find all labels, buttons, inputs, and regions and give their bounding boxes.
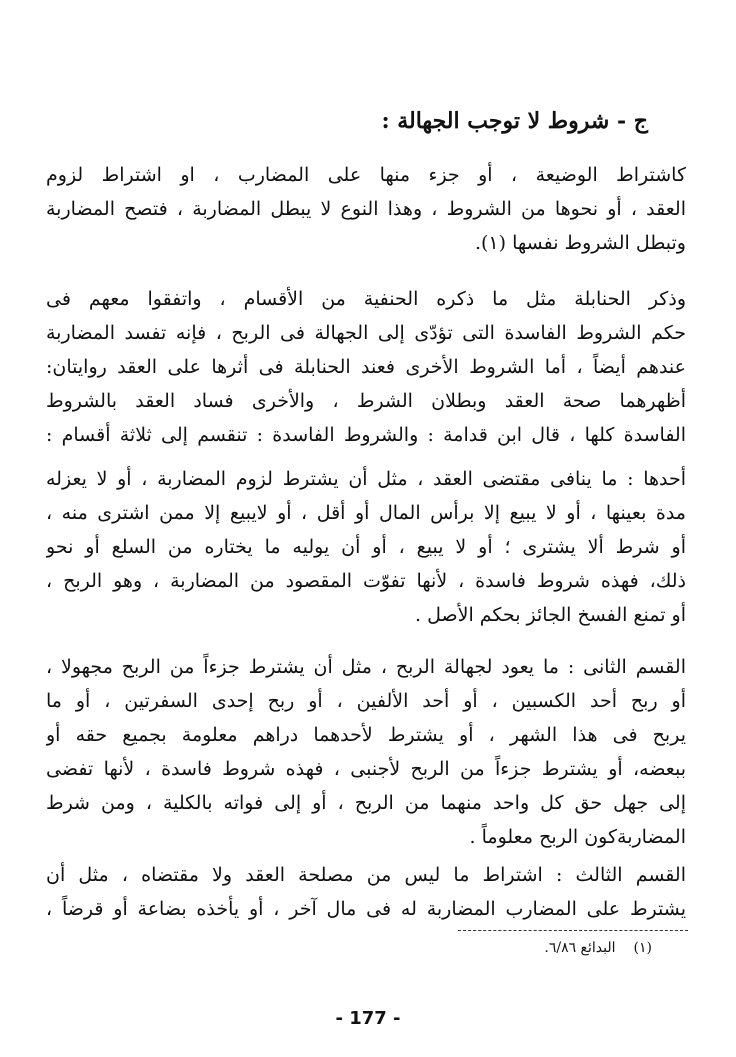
text-line: أو ربح أحد الكسبين ، أو أحد الألفين ، أو ربح إحدى السفرتين ، أو ما [46,690,686,712]
paragraph-conditions-not-causing-ignorance [46,158,686,260]
footnote [544,940,652,956]
footnote-number: (١) [633,940,652,956]
text-line: القسم الثانى : ما يعود لجهالة الربح ، مثل أن يشترط جزءاً من الربح مجهولا ، [46,656,686,678]
footnote-text: البدائع ٦/٨٦. [544,940,616,956]
page-number: - 177 - [335,1008,401,1029]
text-line: إلى جهل حق كل واحد منهما من الربح ، أو إلى فواته بالكلية ، ومن شرط [46,792,686,814]
text-line: ذلك، فهذه شروط فاسدة ، لأنها تفوّت المقصود من المضاربة ، وهو الربح ، [46,570,686,592]
text-line: العقد ، أو نحوها من الشروط ، وهذا النوع لا يبطل المضاربة ، فتصح المضاربة [46,198,686,220]
paragraph-third-category [46,858,686,926]
text-line: المضاربةكون الربح معلوماً . [469,826,686,848]
text-line: أو تمنع الفسخ الجائز بحكم الأصل . [415,604,686,626]
text-line: الفاسدة كلها ، قال ابن قدامة : والشروط الفاسدة : تنقسم إلى ثلاثة أقسام : [46,424,686,446]
text-line: عندهم أيضاً ، أما الشروط الأخرى فعند الحنابلة فى أثرها على العقد روايتان: [46,356,686,378]
text-line: أو شرط ألا يشترى ؛ أو لا يبيع ، أو أن يوليه ما يختاره من السلع أو نحو [46,536,686,558]
text-line: مدة بعينها ، أو لا يبيع إلا برأس المال أو أقل ، أو لايبيع إلا ممن اشترى منه ، [46,502,686,524]
paragraph-hanbali-view [46,282,686,452]
text-line: حكم الشروط الفاسدة التى تؤدّى إلى الجهالة فى الربح ، فإنه تفسد المضاربة [46,322,686,344]
text-line: يشترط على المضارب المضاربة له فى مال آخر ، أو يأخذه بضاعة أو قرضاً ، [46,898,686,920]
paragraph-first-category [46,462,686,632]
text-line: وتبطل الشروط نفسها (١). [474,232,686,254]
text-line: يربح فى هذا الشهر ، أو يشترط لأحدهما دراهم معلومة بجميع حقه أو [46,724,686,746]
section-heading: ج - شروط لا توجب الجهالة : [381,108,648,134]
text-line: ببعضه، أو يشترط جزءاً من الربح لأجنبى ، فهذه شروط فاسدة ، لأنها تفضى [46,758,686,780]
text-line: كاشتراط الوضيعة ، أو جزء منها على المضارب ، او اشتراط لزوم [46,164,686,186]
text-line: أحدها : ما ينافى مقتضى العقد ، مثل أن يشترط لزوم المضاربة ، أو لا يعزله [46,468,686,490]
text-line: وذكر الحنابلة مثل ما ذكره الحنفية من الأقسام ، واتفقوا معهم فى [46,288,686,310]
text-line: القسم الثالث : اشتراط ما ليس من مصلحة العقد ولا مقتضاه ، مثل أن [46,864,686,886]
text-line: أظهرهما صحة العقد وبطلان الشرط ، والأخرى فساد العقد بالشروط [46,390,686,412]
paragraph-second-category [46,650,686,854]
footnote-separator [458,930,688,931]
